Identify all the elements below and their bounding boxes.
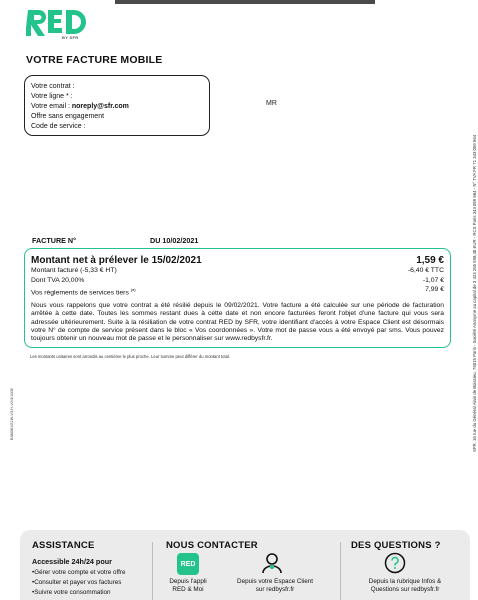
service-code-label: Code de service : [31,123,86,130]
legal-side-text [464,92,477,452]
email-label: Votre email : [31,103,70,110]
amount-row-value: 7,99 € [425,286,444,293]
invoice-date: DU 10/02/2021 [150,236,199,245]
contract-label: Votre contrat : [31,83,75,90]
web-caption: Depuis votre Espace Client sur redbysfr.fr [237,578,313,593]
amount-row-value: -1,07 € [422,276,444,284]
top-bar [115,0,375,4]
amount-row-value: -6,40 € TTC [407,267,444,274]
contact-title: NOUS CONTACTER [166,540,258,551]
footnote-marker: (a) [130,287,136,292]
email-row [31,102,209,112]
line-label: Votre ligne * : [31,93,73,100]
amount-total: 1,59 € [416,255,444,266]
email-value[interactable]: noreply@sfr.com [71,103,129,110]
divider [340,542,341,600]
invoice-number-label: FACTURE N° [32,236,77,245]
amount-title: Montant net à prélever le 15/02/2021 [31,255,202,266]
amount-box [24,248,451,348]
customer-account-icon[interactable] [260,551,284,575]
document-code-text: B3M0K4G1W-V3-H-V2/3/1008 [10,388,14,440]
amount-row [31,285,444,298]
contract-info-box [24,75,210,136]
red-app-icon[interactable]: RED [177,553,199,575]
document-title: VOTRE FACTURE MOBILE [26,54,163,66]
amount-row [31,266,444,276]
list-item: • Consulter et payer vos factures [32,578,125,588]
amount-row [31,276,444,286]
assistance-title: ASSISTANCE [32,540,95,551]
amount-row-label: Vos règlements de services tiers $^{(a)}$ [31,287,136,297]
app-caption: Depuis l'appli RED & Moi [169,578,207,593]
document-code [4,380,12,440]
termination-notice: Nous vous rappelons que votre contrat a été résilié depuis le 09/02/2021. Votre facture a été calculée sur une période de facturation arrêtée à cette date. Toutes les sommes restant dues à cette date et non encore facturées feront l'objet d'une facture qui vous sera adressée ultérieurement. Suite à la résiliation de votre contrat RED by SFR, votre identifiant d'accès à votre Espace Client est désormais votre N° de compte de service présent dans le bloc « Vos coordonnées ». Votre mot de passe vous a été envoyé par sms. Vous pouvez toujours obtenir un nouveau mot de passe et le personnaliser sur www.redbysfr.fr. [31,301,444,343]
list-item: • Suivre votre consommation [32,588,125,598]
question-icon[interactable] [384,552,406,574]
amount-row-label: Dont TVA 20,00% [31,276,85,284]
legal-text: SFR, 16 rue du Général Alain de Boissieu, 75015 Paris - Société Anonyme au capital de 3 423 265 598,40 EUR - RCS Paris 343 059 564 - N° TVA FR 71 343 059 564 [472,134,477,452]
rounding-footnote: Les montants unitaires sont arrondis au centième le plus proche. Leur somme peut différer du montant total. [30,354,231,359]
questions-title: DES QUESTIONS ? [351,540,441,551]
divider [152,542,153,600]
offer-label: Offre sans engagement [31,113,105,120]
assistance-list [32,568,125,598]
red-by-sfr-logo [26,6,88,40]
amount-row-label: Montant facturé (-5,33 € HT) [31,267,117,274]
recipient-name: MR [266,100,277,107]
help-panel [20,530,470,600]
assistance-subtitle: Accessible 24h/24 pour [32,557,112,566]
logo-subtitle: BY SFR [62,35,79,40]
list-item: • Gérer votre compte et votre offre [32,568,125,578]
amount-main-row [31,255,444,266]
questions-caption: Depuis la rubrique Infos & Questions sur redbysfr.fr [368,578,442,593]
